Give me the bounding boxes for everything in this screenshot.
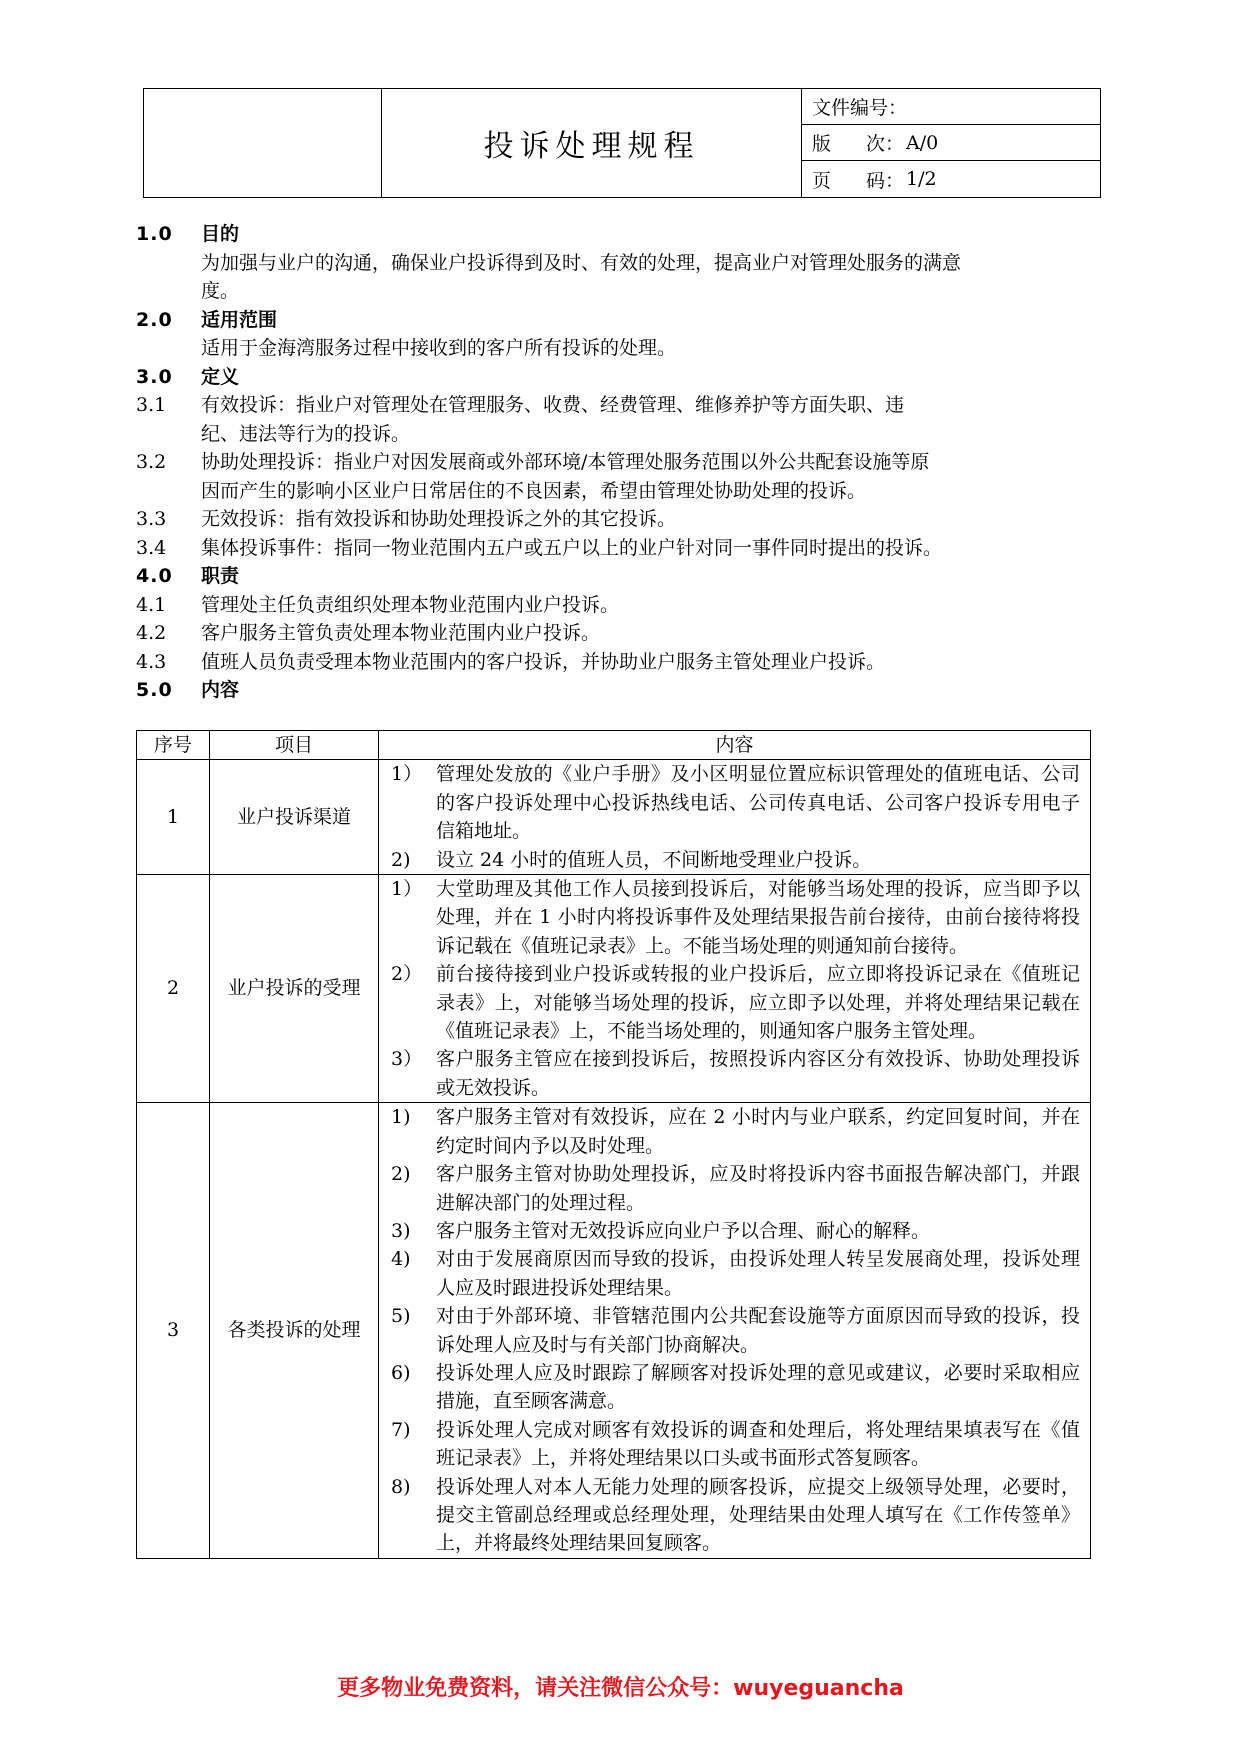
row-number: 1 bbox=[137, 760, 210, 875]
content-entry bbox=[389, 1045, 1080, 1102]
entry-number: 1) bbox=[391, 1106, 411, 1129]
row-item: 各类投诉的处理 bbox=[210, 1103, 379, 1559]
table-row bbox=[137, 760, 1091, 875]
entry-text: 投诉处理人应及时跟踪了解顾客对投诉处理的意见或建议，必要时采取相应措施，直至顾客满意。 bbox=[436, 1361, 1080, 1413]
section-paragraph: 为加强与业户的沟通，确保业户投诉得到及时、有效的处理，提高业户对管理处服务的满意 度。 bbox=[201, 251, 962, 302]
section-heading: 3.0 定义 bbox=[136, 365, 240, 388]
section-heading: 1.0 目的 bbox=[136, 223, 240, 245]
promo-footer: 更多物业免费资料，请关注微信公众号：wuyeguancha bbox=[337, 1676, 904, 1701]
entry-number: 2） bbox=[391, 963, 423, 986]
document-title: 投诉处理规程 bbox=[382, 89, 802, 197]
entry-text: 对由于发展商原因而导致的投诉，由投诉处理人转呈发展商处理，投诉处理人应及时跟进投诉处理结果。 bbox=[436, 1248, 1080, 1299]
duty-item: 4.1 管理处主任负责组织处理本物业范围内业户投诉。 bbox=[136, 593, 620, 616]
table-row bbox=[137, 875, 1091, 1103]
entry-text: 对由于外部环境、非管辖范围内公共配套设施等方面原因而导致的投诉，投诉处理人应及时与有关部门协商解决。 bbox=[436, 1305, 1080, 1356]
entry-text: 客户服务主管对协助处理投诉，应及时将投诉内容书面报告解决部门，并跟进解决部门的处理过程。 bbox=[436, 1163, 1080, 1214]
entry-text: 投诉处理人完成对顾客有效投诉的调查和处理后，将处理结果填表写在《值班记录表》上，并将处理结果以口头或书面形式答复顾客。 bbox=[436, 1418, 1080, 1470]
version-value: A/0 bbox=[906, 131, 939, 154]
entry-number: 3） bbox=[391, 1048, 423, 1071]
row-content bbox=[379, 875, 1091, 1103]
content-entry bbox=[389, 846, 1080, 874]
entry-text: 投诉处理人对本人无能力处理的顾客投诉，应提交上级领导处理，必要时，提交主管副总经理或总经理处理，处理结果由处理人填写在《工作传签单》上，并将最终处理结果回复顾客。 bbox=[436, 1475, 1080, 1555]
row-content bbox=[379, 760, 1091, 875]
content-entry bbox=[389, 1103, 1080, 1160]
document-header bbox=[143, 88, 1101, 198]
page-label: 页 码： bbox=[812, 169, 904, 192]
column-header: 项目 bbox=[210, 731, 379, 760]
row-item: 业户投诉的受理 bbox=[210, 875, 379, 1103]
definition-item: 3.3 无效投诉：指有效投诉和协助处理投诉之外的其它投诉。 bbox=[136, 508, 677, 530]
section-heading: 5.0 内容 bbox=[136, 679, 240, 701]
sections bbox=[136, 220, 1086, 705]
file-number-label: 文件编号： bbox=[812, 97, 908, 119]
entry-number: 6) bbox=[391, 1361, 411, 1384]
logo-cell bbox=[144, 89, 382, 197]
content-entry bbox=[389, 1217, 1080, 1245]
entry-number: 2) bbox=[391, 848, 411, 871]
definition-item: 3.4 集体投诉事件：指同一物业范围内五户或五户以上的业户针对同一事件同时提出的投诉。 bbox=[136, 536, 943, 559]
page-row bbox=[802, 161, 1100, 197]
entry-text: 客户服务主管对无效投诉应向业户予以合理、耐心的解释。 bbox=[436, 1219, 931, 1242]
table-header-row bbox=[137, 731, 1091, 760]
row-item: 业户投诉渠道 bbox=[210, 760, 379, 875]
entry-number: 1） bbox=[391, 763, 423, 786]
row-content bbox=[379, 1103, 1091, 1559]
entry-number: 7) bbox=[391, 1418, 411, 1441]
entry-number: 3) bbox=[391, 1219, 411, 1242]
content-entry bbox=[389, 1473, 1080, 1558]
content-entry bbox=[389, 960, 1080, 1045]
entry-number: 8) bbox=[391, 1475, 411, 1498]
column-header: 序号 bbox=[137, 731, 210, 760]
duty-item: 4.2 客户服务主管负责处理本物业范围内业户投诉。 bbox=[136, 622, 601, 644]
entry-text: 管理处发放的《业户手册》及小区明显位置应标识管理处的值班电话、公司的客户投诉处理中心投诉热线电话、公司传真电话、公司客户投诉专用电子信箱地址。 bbox=[436, 763, 1080, 843]
section-heading: 4.0 职责 bbox=[136, 565, 240, 587]
entry-number: 1） bbox=[391, 878, 423, 901]
entry-text: 客户服务主管应在接到投诉后，按照投诉内容区分有效投诉、协助处理投诉或无效投诉。 bbox=[436, 1048, 1080, 1099]
definition-item: 3.1 有效投诉：指业户对管理处在管理服务、收费、经费管理、维修养护等方面失职、违 纪、违法等行为的投诉。 bbox=[136, 394, 905, 445]
entry-text: 大堂助理及其他工作人员接到投诉后，对能够当场处理的投诉，应当即予以处理，并在 1 小时内将投诉事件及处理结果报告前台接待，由前台接待将投诉记载在《值班记录表》上。不能当场处理的则通知前台接待。 bbox=[436, 878, 1080, 957]
content-entry bbox=[389, 1416, 1080, 1473]
content-table bbox=[136, 730, 1091, 1559]
entry-number: 4) bbox=[391, 1248, 411, 1271]
entry-text: 设立 24 小时的值班人员，不间断地受理业户投诉。 bbox=[436, 848, 872, 871]
version-label: 版 次： bbox=[812, 133, 904, 155]
content-entry bbox=[389, 1302, 1080, 1359]
row-number: 2 bbox=[137, 875, 210, 1103]
content-entry bbox=[389, 1160, 1080, 1217]
content-entry bbox=[389, 1359, 1080, 1416]
file-number-row bbox=[802, 89, 1100, 125]
section-paragraph: 适用于金海湾服务过程中接收到的客户所有投诉的处理。 bbox=[201, 337, 677, 359]
version-row bbox=[802, 125, 1100, 161]
page-value: 1/2 bbox=[906, 168, 937, 190]
content-entry bbox=[389, 1245, 1080, 1302]
entry-number: 2) bbox=[391, 1163, 411, 1186]
row-number: 3 bbox=[137, 1103, 210, 1559]
column-header: 内容 bbox=[379, 731, 1091, 760]
document-meta bbox=[802, 89, 1100, 197]
entry-text: 前台接待接到业户投诉或转报的业户投诉后，应立即将投诉记录在《值班记录表》上，对能够当场处理的投诉，应立即予以处理，并将处理结果记载在《值班记录表》上，不能当场处理的，则通知客户服务主管处理。 bbox=[436, 963, 1080, 1043]
section-heading: 2.0 适用范围 bbox=[136, 308, 278, 331]
content-entry bbox=[389, 760, 1080, 845]
table-row bbox=[137, 1103, 1091, 1559]
content-entry bbox=[389, 875, 1080, 960]
entry-text: 客户服务主管对有效投诉，应在 2 小时内与业户联系，约定回复时间，并在约定时间内予以及时处理。 bbox=[436, 1106, 1080, 1157]
duty-item: 4.3 值班人员负责受理本物业范围内的客户投诉，并协助业户服务主管处理业户投诉。 bbox=[136, 650, 886, 673]
entry-number: 5) bbox=[391, 1305, 411, 1328]
definition-item: 3.2 协助处理投诉：指业户对因发展商或外部环境/本管理处服务范围以外公共配套设施等原 因而产生的影响小区业户日常居住的不良因素，希望由管理处协助处理的投诉。 bbox=[136, 451, 930, 502]
